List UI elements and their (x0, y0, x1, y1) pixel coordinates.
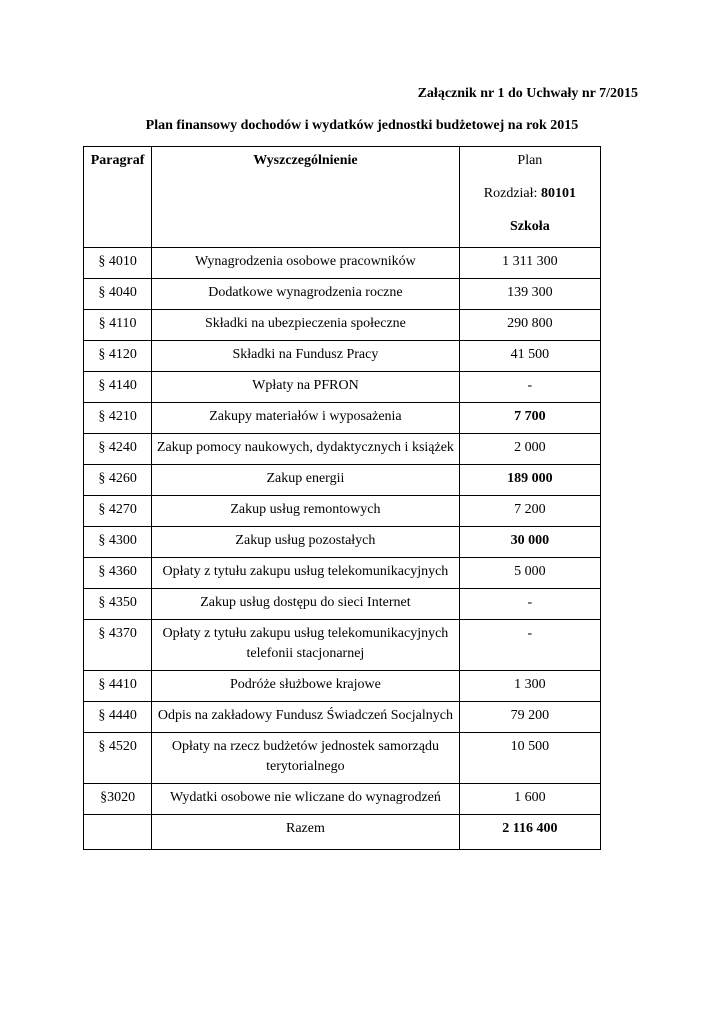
row-plan-value: 10 500 (459, 733, 600, 784)
row-paragraf: § 4240 (84, 434, 152, 465)
row-plan-value: 139 300 (459, 279, 600, 310)
total-value: 2 116 400 (459, 815, 600, 850)
row-plan-value: 7 200 (459, 496, 600, 527)
table-row (84, 702, 601, 733)
row-description: Opłaty z tytułu zakupu usług telekomunikacyjnych telefonii stacjonarnej (152, 620, 460, 671)
table-row (84, 341, 601, 372)
row-plan-value: 189 000 (459, 465, 600, 496)
table-row (84, 589, 601, 620)
row-plan-value: 2 000 (459, 434, 600, 465)
table-row (84, 434, 601, 465)
row-paragraf: § 4270 (84, 496, 152, 527)
table-row (84, 248, 601, 279)
row-paragraf: § 4370 (84, 620, 152, 671)
row-paragraf: § 4140 (84, 372, 152, 403)
row-plan-value: 41 500 (459, 341, 600, 372)
total-paragraf (84, 815, 152, 850)
row-plan-value: 1 311 300 (459, 248, 600, 279)
table-body (84, 248, 601, 850)
row-paragraf: § 4360 (84, 558, 152, 589)
table-row (84, 620, 601, 671)
table-row (84, 496, 601, 527)
header-plan-section (462, 184, 598, 217)
table-row (84, 465, 601, 496)
row-paragraf: § 4120 (84, 341, 152, 372)
document-title: Plan finansowy dochodów i wydatków jednostki budżetowej na rok 2015 (145, 118, 579, 133)
header-plan-label: Plan (517, 153, 543, 168)
row-plan-value: - (459, 620, 600, 671)
row-paragraf: § 4260 (84, 465, 152, 496)
table-header-row (84, 147, 601, 248)
table-row (84, 784, 601, 815)
row-plan-value: 5 000 (459, 558, 600, 589)
header-plan-section-number: 80101 (540, 186, 576, 201)
row-paragraf: § 4350 (84, 589, 152, 620)
table-row (84, 733, 601, 784)
row-description: Opłaty na rzecz budżetów jednostek samorządu terytorialnego (152, 733, 460, 784)
row-description: Dodatkowe wynagrodzenia roczne (152, 279, 460, 310)
row-description: Zakup usług pozostałych (152, 527, 460, 558)
row-paragraf: §3020 (84, 784, 152, 815)
row-paragraf: § 4440 (84, 702, 152, 733)
row-plan-value: - (459, 589, 600, 620)
row-description: Składki na Fundusz Pracy (152, 341, 460, 372)
row-paragraf: § 4410 (84, 671, 152, 702)
row-description: Odpis na zakładowy Fundusz Świadczeń Socjalnych (152, 702, 460, 733)
table-row (84, 527, 601, 558)
table-row (84, 558, 601, 589)
row-paragraf: § 4520 (84, 733, 152, 784)
budget-plan-table (83, 146, 601, 850)
row-description: Wynagrodzenia osobowe pracowników (152, 248, 460, 279)
total-label: Razem (152, 815, 460, 850)
row-description: Podróże służbowe krajowe (152, 671, 460, 702)
row-description: Składki na ubezpieczenia społeczne (152, 310, 460, 341)
table-row (84, 403, 601, 434)
row-description: Wydatki osobowe nie wliczane do wynagrodzeń (152, 784, 460, 815)
table-row (84, 279, 601, 310)
row-plan-value: 7 700 (459, 403, 600, 434)
header-plan (459, 147, 600, 248)
header-description: Wyszczególnienie (152, 147, 460, 248)
table-row (84, 310, 601, 341)
header-plan-unit: Szkoła (510, 219, 550, 234)
row-paragraf: § 4040 (84, 279, 152, 310)
row-description: Zakup pomocy naukowych, dydaktycznych i książek (152, 434, 460, 465)
row-plan-value: 290 800 (459, 310, 600, 341)
table-row (84, 671, 601, 702)
row-paragraf: § 4300 (84, 527, 152, 558)
row-plan-value: 1 600 (459, 784, 600, 815)
row-plan-value: - (459, 372, 600, 403)
row-description: Zakup energii (152, 465, 460, 496)
row-description: Zakup usług remontowych (152, 496, 460, 527)
table-row (84, 372, 601, 403)
row-description: Zakup usług dostępu do sieci Internet (152, 589, 460, 620)
row-paragraf: § 4010 (84, 248, 152, 279)
row-description: Opłaty z tytułu zakupu usług telekomunikacyjnych (152, 558, 460, 589)
header-paragraf: Paragraf (84, 147, 152, 248)
row-plan-value: 79 200 (459, 702, 600, 733)
row-plan-value: 1 300 (459, 671, 600, 702)
row-description: Wpłaty na PFRON (152, 372, 460, 403)
row-description: Zakupy materiałów i wyposażenia (152, 403, 460, 434)
header-plan-section-label: Rozdział: (483, 186, 541, 201)
annex-reference: Załącznik nr 1 do Uchwały nr 7/2015 (417, 86, 638, 101)
total-row (84, 815, 601, 850)
row-plan-value: 30 000 (459, 527, 600, 558)
row-paragraf: § 4110 (84, 310, 152, 341)
row-paragraf: § 4210 (84, 403, 152, 434)
